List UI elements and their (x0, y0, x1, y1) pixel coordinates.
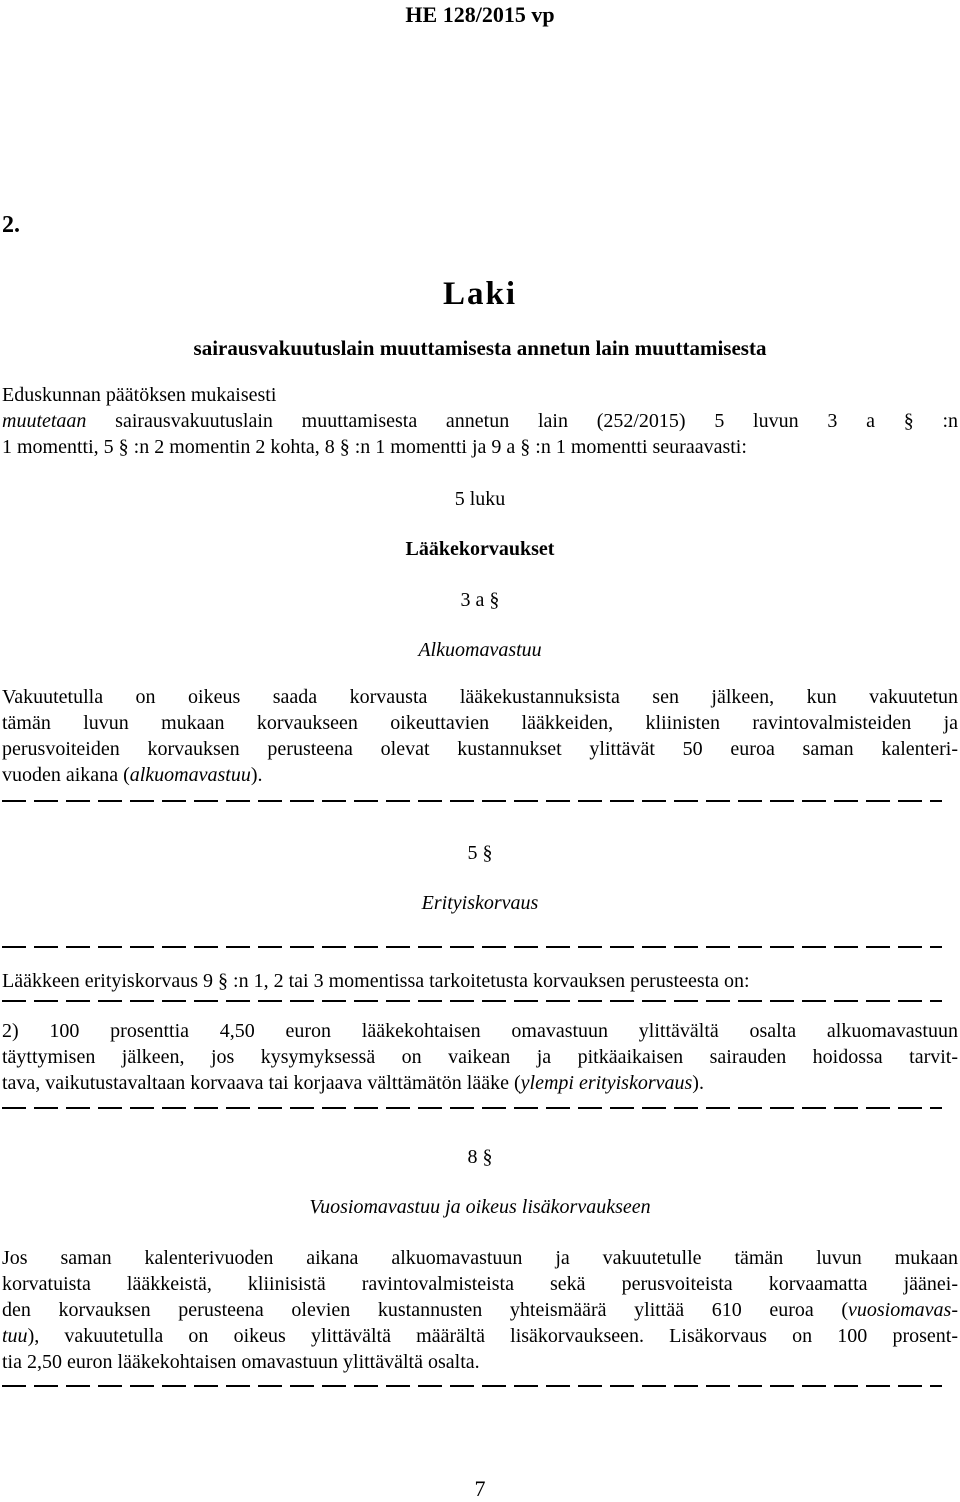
chapter-title: Lääkekorvaukset (405, 538, 555, 560)
omission-dashes (2, 1385, 942, 1387)
section-5-intro: Lääkkeen erityiskorvaus 9 § :n 1, 2 tai 3 momentissa tarkoitetusta korvauksen perusteesta on: (2, 970, 750, 992)
omission-dashes (2, 1000, 942, 1002)
omission-dashes (2, 946, 942, 948)
omission-dashes (2, 1107, 942, 1109)
preamble-line-1: Eduskunnan päätöksen mukaisesti (2, 384, 277, 406)
section-5-line-3 (2, 1070, 958, 1096)
section-number: 2. (2, 212, 20, 238)
section-8-line-1: Jos saman kalenterivuoden aikana alkuomavastuun ja vakuutetulle tämän luvun mukaan (2, 1247, 958, 1269)
section-8-line-5: tia 2,50 euron lääkekohtaisen omavastuun ylittävältä osalta. (2, 1351, 480, 1373)
omission-dashes (2, 800, 942, 802)
section-8-line-3-pre: den korvauksen perusteena olevien kustannusten yhteismäärä ylittää 610 euroa ( (2, 1299, 849, 1321)
document-id: HE 128/2015 vp (405, 2, 555, 27)
section-8-term-part-2: tuu (2, 1325, 28, 1347)
section-3a-line-4-pre: vuoden aikana ( (2, 764, 130, 786)
preamble-verb: muutetaan (2, 410, 87, 432)
section-8-number: 8 § (467, 1146, 493, 1168)
section-5-line-3-post: ). (692, 1072, 704, 1094)
section-3a-line-1: Vakuutetulla on oikeus saada korvausta lääkekustannuksista sen jälkeen, kun vakuutetun (2, 686, 958, 708)
section-8-line-2: korvatuista lääkkeistä, kliinisistä ravintovalmisteista sekä perusvoiteista korvaamatta jäänei- (2, 1273, 958, 1295)
law-title: Laki (442, 276, 518, 312)
section-3a-line-3: perusvoiteiden korvauksen perusteena olevat kustannukset ylittävät 50 euroa saman kalenteri- (2, 738, 958, 760)
section-5-line-1: 2) 100 prosenttia 4,50 euron lääkekohtaisen omavastuun ylittävältä osalta alkuomavastuun (2, 1020, 958, 1042)
preamble-line-2-rest: sairausvakuutuslain muuttamisesta annetun lain (252/2015) 5 luvun 3 a § :n (86, 410, 958, 432)
section-8-line-3 (2, 1297, 958, 1323)
section-5-line-3-pre: tava, vaikutustavaltaan korvaava tai korjaava välttämätön lääke ( (2, 1072, 521, 1094)
section-3a-heading: Alkuomavastuu (418, 639, 542, 661)
section-8-line-4 (2, 1323, 958, 1349)
chapter-number: 5 luku (454, 488, 506, 510)
section-3a-line-4-post: ). (250, 764, 263, 786)
section-5-line-2: täyttymisen jälkeen, jos kysymyksessä on vaikean ja pitkäaikaisen sairauden hoidossa tarvit- (2, 1046, 958, 1068)
section-5-heading: Erityiskorvaus (421, 892, 539, 914)
section-3a-line-4 (2, 762, 958, 788)
law-subtitle: sairausvakuutuslain muuttamisesta annetun lain muuttamisesta (193, 336, 767, 360)
section-8-line-4-post: ), vakuutetulla on oikeus ylittävältä määrältä lisäkorvaukseen. Lisäkorvaus on 100 prosent- (27, 1325, 958, 1347)
section-8-heading: Vuosiomavastuu ja oikeus lisäkorvaukseen (309, 1196, 651, 1218)
preamble-line-2 (2, 408, 958, 434)
section-5-term: ylempi erityiskorvaus (520, 1072, 693, 1094)
section-3a-line-2: tämän luvun mukaan korvaukseen oikeuttavien lääkkeiden, kliinisten ravintovalmisteiden ja (2, 712, 958, 734)
section-3a-number: 3 a § (460, 589, 500, 611)
page-number: 7 (474, 1476, 486, 1501)
preamble-line-3: 1 momentti, 5 § :n 2 momentin 2 kohta, 8 § :n 1 momentti ja 9 a § :n 1 momentti seuraavasti: (2, 436, 747, 458)
section-8-term-part-1: vuosiomavas- (848, 1299, 958, 1321)
section-5-number: 5 § (467, 842, 493, 864)
section-3a-term: alkuomavastuu (129, 764, 251, 786)
